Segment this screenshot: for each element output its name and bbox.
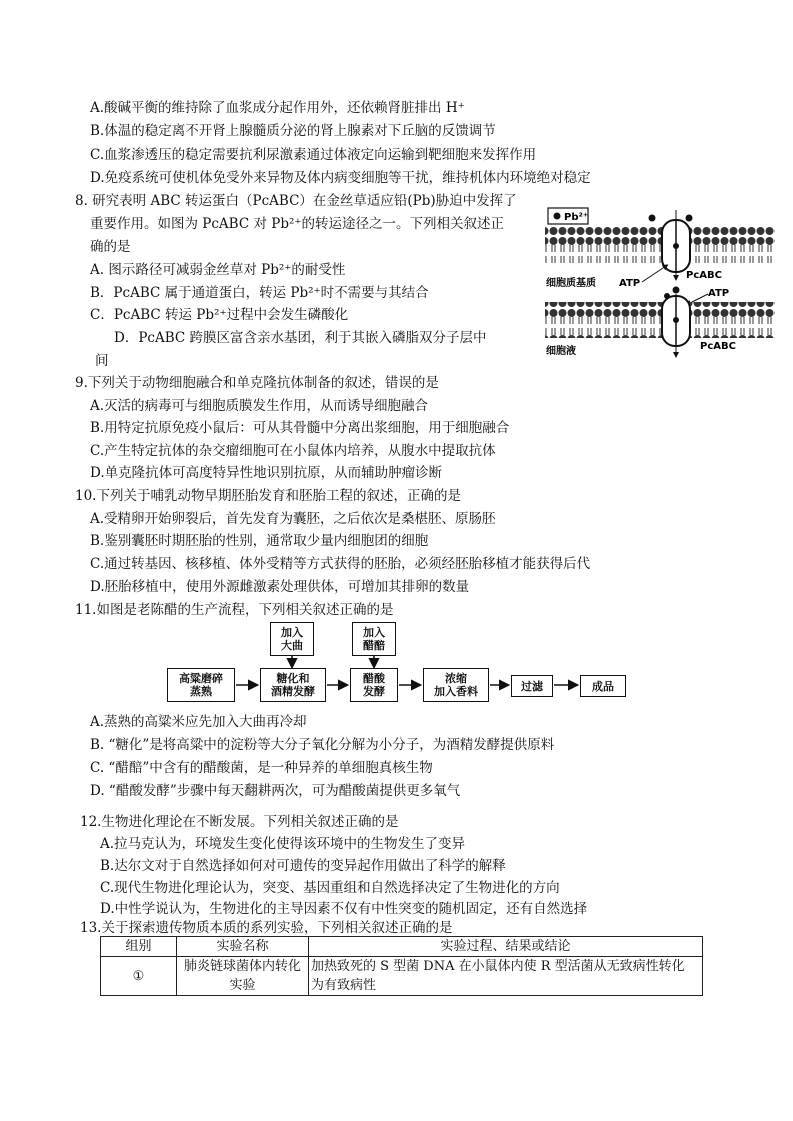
q10-option-d: D.胚胎移植中，使用外源雌激素处理供体，可增加其排卵的数量 (90, 579, 470, 595)
q7-option-b: B.体温的稳定离不开肾上腺髓质分泌的肾上腺素对下丘脑的反馈调节 (90, 123, 496, 139)
flow-step-concentrate: 浓缩 加入香料 (423, 668, 489, 702)
flow-step-grind: 高粱磨碎 蒸熟 (167, 668, 235, 702)
experiment-table (100, 936, 703, 996)
q8-stem-line2: 重要作用。如图为 PcABC 对 Pb²⁺的转运途径之一。下列相关叙述正 (90, 216, 505, 232)
q11-option-c: C. “醋醅”中含有的醋酸菌，是一种异养的单细胞真核生物 (90, 760, 433, 776)
cell-detail: 加热致死的 S 型菌 DNA 在小鼠体内使 R 型活菌从无致病性转化 为有致病性 (309, 957, 703, 996)
flow-step-saccharify: 糖化和 酒精发酵 (260, 668, 326, 702)
pcabc-label-2: PcABC (700, 341, 736, 352)
q10-option-a: A.受精卵开始卵裂后，首先发育为囊胚，之后依次是桑椹胚、原肠胚 (90, 511, 496, 527)
table-row (101, 957, 703, 996)
flow-add-cupei: 加入 醋醅 (352, 622, 396, 656)
q11-option-b: B. “糖化”是将高粱中的淀粉等大分子氧化分解为小分子，为酒精发酵提供原料 (90, 737, 555, 753)
q8-option-d-cont: 间 (95, 353, 109, 369)
q9-stem: 9.下列关于动物细胞融合和单克隆抗体制备的叙述，错误的是 (75, 375, 439, 391)
q8-option-c: C．PcABC 转运 Pb²⁺过程中会发生磷酸化 (90, 307, 349, 323)
header-group: 组别 (101, 937, 177, 957)
q13-stem: 13.关于探索遗传物质本质的系列实验，下列相关叙述正确的是 (80, 920, 453, 936)
atp-label-2: ATP (708, 288, 730, 299)
q10-option-b: B.鉴别囊胚时期胚胎的性别，通常取少量内细胞团的细胞 (90, 533, 429, 549)
q9-option-b: B.用特定抗原免疫小鼠后：可从其骨髓中分离出浆细胞，用于细胞融合 (90, 420, 510, 436)
header-name: 实验名称 (177, 937, 309, 957)
atp-label-1: ATP (619, 278, 641, 289)
pb-ion-icon (554, 213, 561, 220)
q10-option-c: C.通过转基因、核移植、体外受精等方式获得的胚胎，必须经胚胎移植才能获得后代 (90, 556, 591, 572)
pcabc-label-1: PcABC (686, 270, 722, 281)
cell-group: ① (101, 957, 177, 996)
q12-option-c: C.现代生物进化理论认为，突变、基因重组和自然选择决定了生物进化的方向 (100, 880, 560, 896)
q9-option-d: D.单克隆抗体可高度特异性地识别抗原，从而辅助肿瘤诊断 (90, 465, 443, 481)
flow-arrows (160, 650, 640, 710)
q7-option-a: A.酸碱平衡的维持除了血浆成分起作用外，还依赖肾脏排出 H⁺ (90, 100, 465, 116)
flow-step-product: 成品 (580, 675, 626, 697)
q12-option-d: D.中性学说认为，生物进化的主导因素不仅有中性突变的随机固定，还有自然选择 (100, 901, 588, 917)
flow-add-daqu: 加入 大曲 (270, 622, 314, 656)
q9-option-c: C.产生特定抗体的杂交瘤细胞可在小鼠体内培养，从腹水中提取抗体 (90, 443, 496, 459)
q8-option-d: D．PcABC 跨膜区富含亲水基团，利于其嵌入磷脂双分子层中 (114, 330, 487, 346)
q9-option-a: A.灭活的病毒可与细胞质膜发生作用，从而诱导细胞融合 (90, 398, 429, 414)
q8-stem-line1: 8. 研究表明 ABC 转运蛋白（PcABC）在金丝草适应铅(Pb)胁迫中发挥了 (75, 193, 517, 209)
legend-label: Pb²⁺ (564, 212, 589, 223)
q8-option-b: B．PcABC 属于通道蛋白，转运 Pb²⁺时不需要与其结合 (90, 285, 429, 301)
pcabc-transport-diagram (540, 200, 780, 360)
q11-option-a: A.蒸熟的高粱米应先加入大曲再冷却 (90, 714, 307, 730)
flow-step-filter: 过滤 (511, 675, 553, 697)
q11-option-d: D. “醋酸发酵”步骤中每天翻耕两次，可为醋酸菌提供更多氧气 (90, 783, 461, 799)
table-header-row (101, 937, 703, 957)
q11-stem: 11.如图是老陈醋的生产流程，下列相关叙述正确的是 (75, 602, 394, 618)
q12-option-a: A.拉马克认为，环境发生变化使得该环境中的生物发生了变异 (100, 836, 466, 852)
cytoplasm-label: 细胞质基质 (546, 278, 596, 289)
q7-option-d: D.免疫系统可使机体免受外来异物及体内病变细胞等干扰，维持机体内环境绝对稳定 (90, 170, 591, 186)
q8-option-a: A. 图示路径可减弱金丝草对 Pb²⁺的耐受性 (90, 262, 346, 278)
q7-option-c: C.血浆渗透压的稳定需要抗利尿激素通过体液定向运输到靶细胞来发挥作用 (90, 147, 537, 163)
q12-stem: 12.生物进化理论在不断发展。下列相关叙述正确的是 (80, 814, 399, 830)
vacuole-label: 细胞液 (546, 346, 576, 357)
header-detail: 实验过程、结果或结论 (309, 937, 703, 957)
flow-step-acetic: 醋酸 发酵 (350, 668, 398, 702)
q12-option-b: B.达尔文对于自然选择如何对可遗传的变异起作用做出了科学的解释 (100, 858, 506, 874)
q8-stem-line3: 确的是 (90, 239, 131, 255)
cell-name: 肺炎链球菌体内转化 实验 (177, 957, 309, 996)
q10-stem: 10.下列关于哺乳动物早期胚胎发育和胚胎工程的叙述，正确的是 (75, 488, 461, 504)
